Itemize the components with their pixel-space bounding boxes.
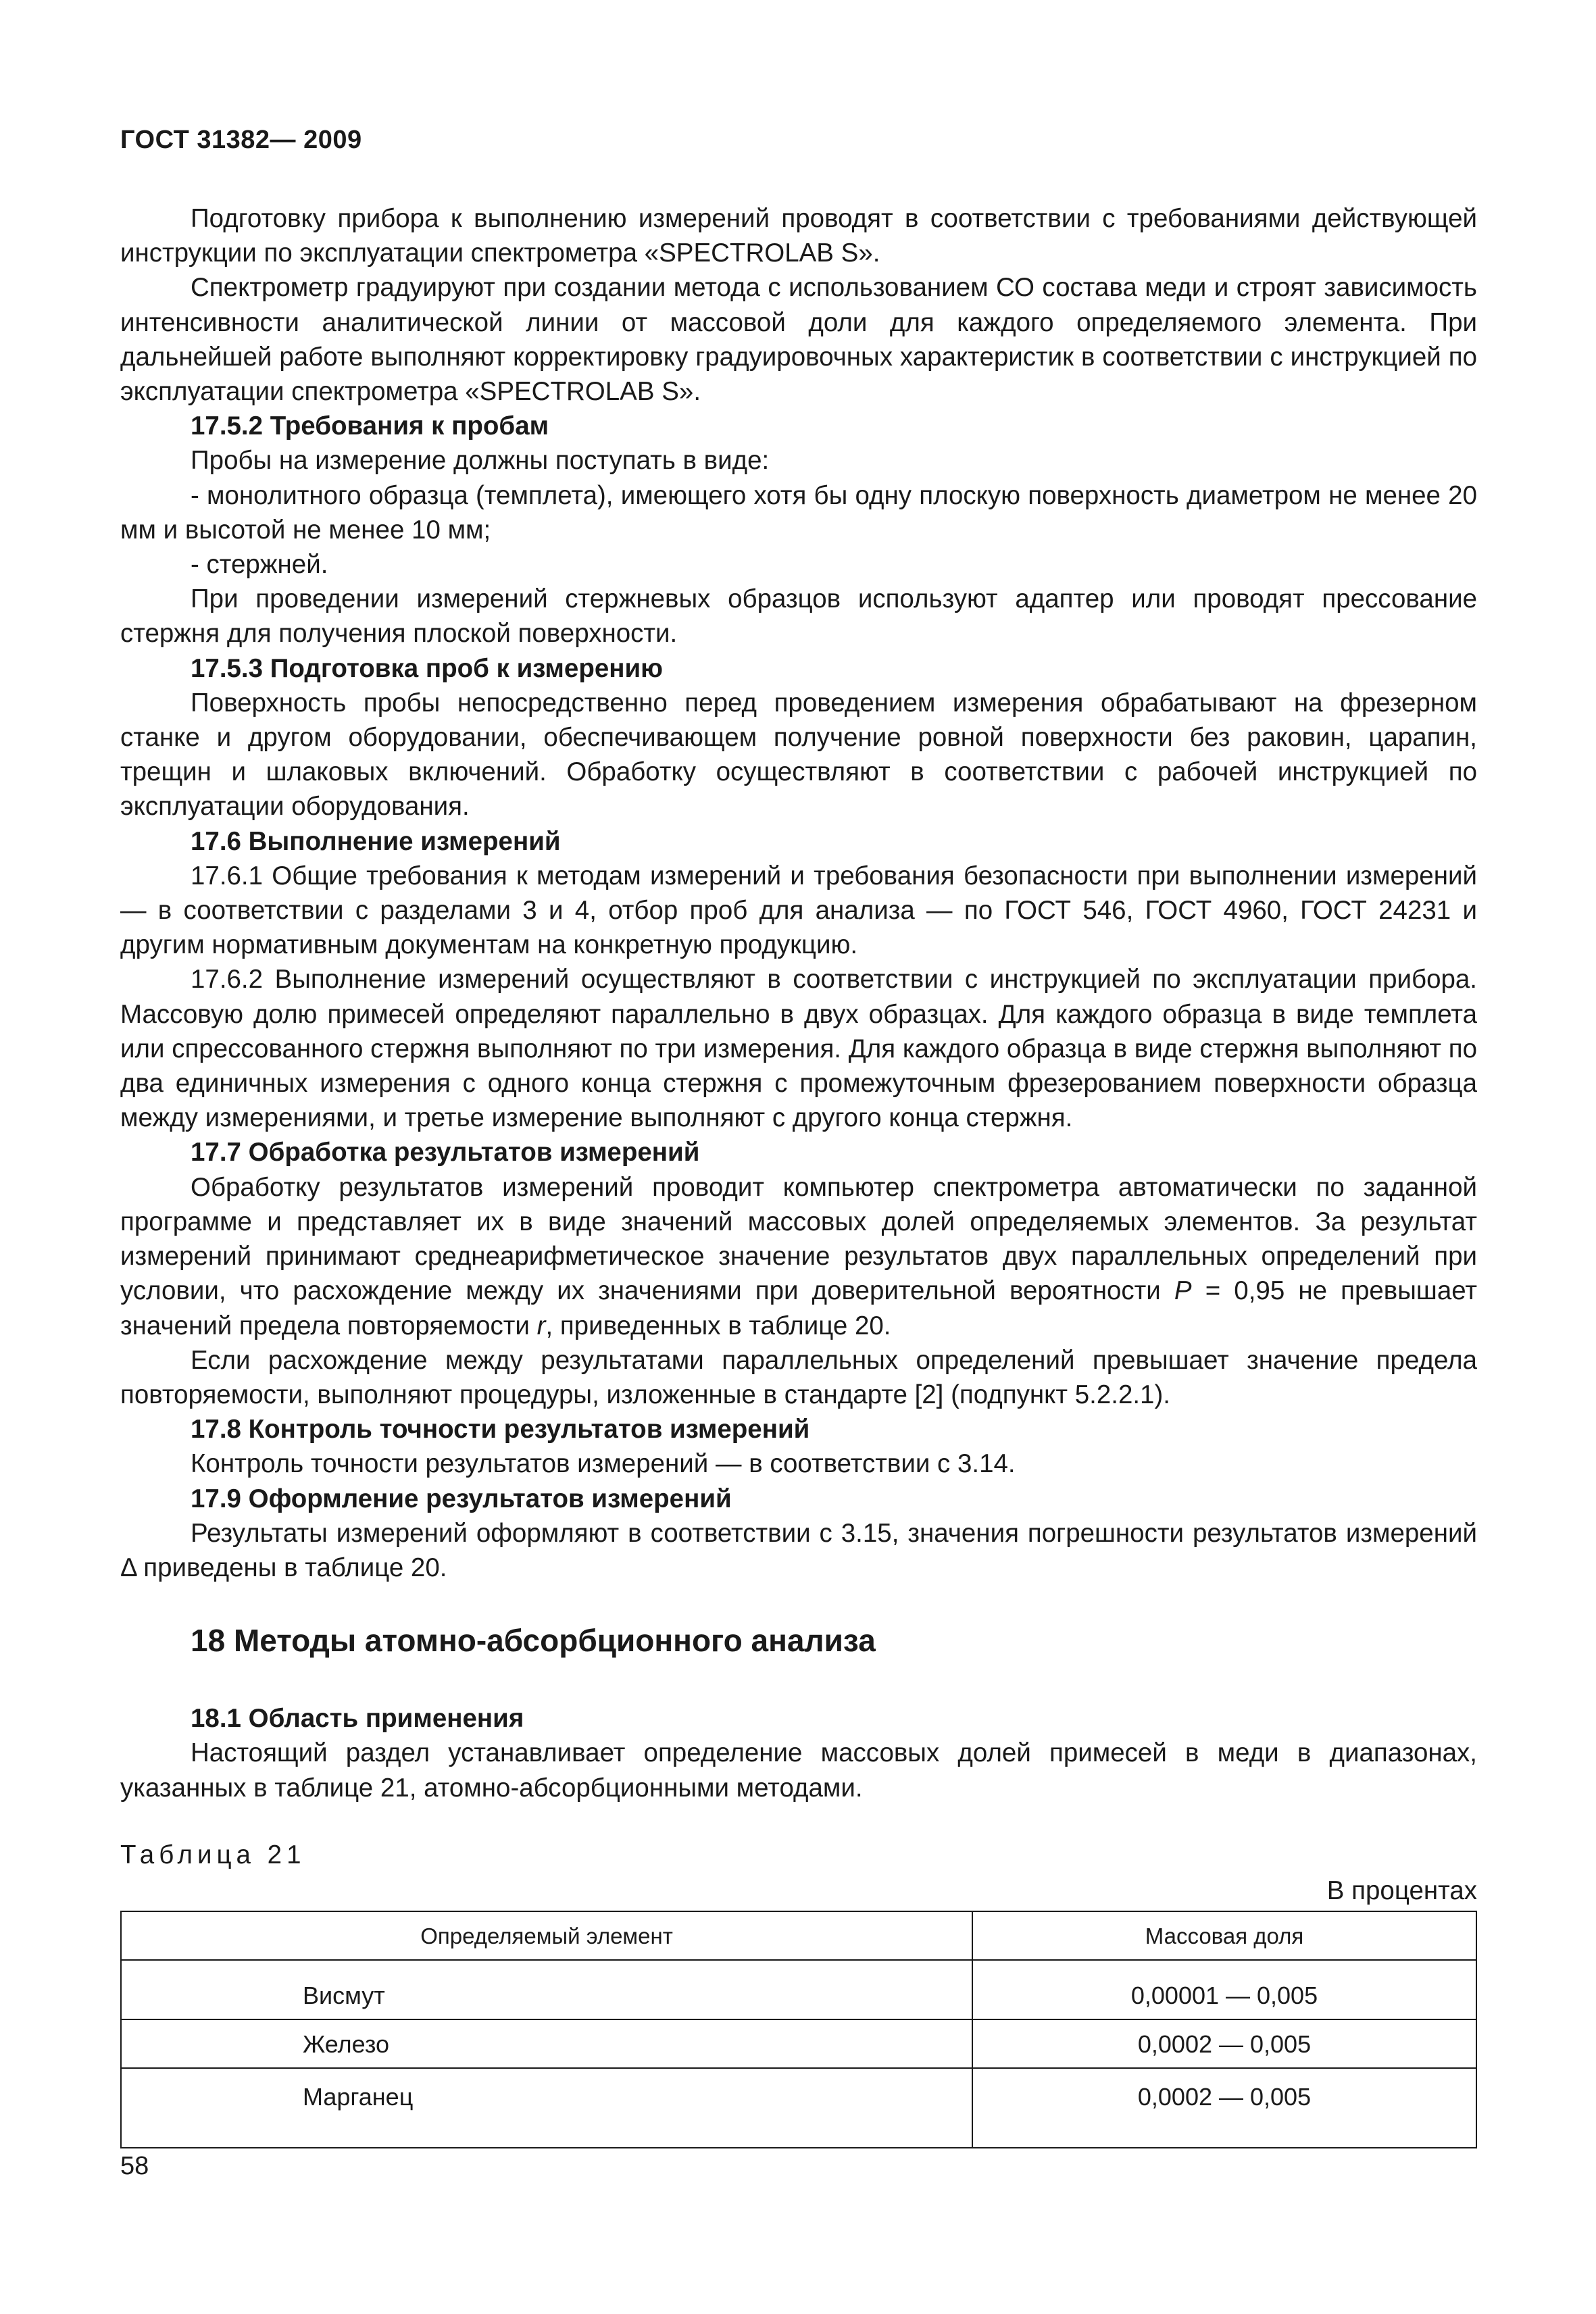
document-body (120, 201, 1477, 2148)
paragraph-text: = 0,95 не превышает значений предела повторяемости (120, 1276, 1477, 1340)
paragraph: Результаты измерений оформляют в соответствии с 3.15, значения погрешности результатов измерений Δ приведены в таблице 20. (120, 1518, 1477, 1582)
table-header-row (121, 1911, 1476, 1960)
table-caption: Таблица 21 (120, 1840, 306, 1869)
paragraph: 17.6.1 Общие требования к методам измерений и требования безопасности при выполнении измерений — в соответствии с разделами 3 и 4, отбор проб для анализа — по ГОСТ 546, ГОСТ 4960, ГОСТ 24231 и другим нормативным документам на конкретную продукцию. (120, 861, 1477, 960)
cell-fraction: 0,00001 — 0,005 (972, 1960, 1476, 2019)
cell-element: Марганец (121, 2068, 972, 2148)
column-header-element: Определяемый элемент (121, 1911, 972, 1960)
paragraph: При проведении измерений стержневых образцов используют адаптер или проводят прессование стержня для получения плоской поверхности. (120, 584, 1477, 649)
paragraph: Пробы на измерение должны поступать в виде: (191, 446, 770, 476)
subsection-heading: 17.9 Оформление результатов измерений (191, 1484, 732, 1513)
table-units: В процентах (1326, 1876, 1477, 1905)
subsection-heading: 17.7 Обработка результатов измерений (191, 1138, 700, 1167)
cell-element: Висмут (121, 1960, 972, 2019)
paragraph: Если расхождение между результатами параллельных определений превышает значение предела повторяемости, выполняют процедуры, изложенные в стандарте [2] (подпункт 5.2.2.1). (120, 1345, 1477, 1409)
paragraph: Настоящий раздел устанавливает определение массовых долей примесей в меди в диапазонах, указанных в таблице 21, атомно-абсорбционными методами. (120, 1738, 1477, 1803)
subsection-heading: 17.5.3 Подготовка проб к измерению (191, 653, 664, 683)
subsection-heading: 17.5.2 Требования к пробам (191, 411, 549, 441)
subsection-heading: 17.6 Выполнение измерений (191, 826, 561, 856)
paragraph-text: , приведенных в таблице 20. (545, 1311, 891, 1340)
table-row (121, 2068, 1476, 2148)
paragraph: Спектрометр градуируют при создании метода с использованием СО состава меди и строят зависимость интенсивности аналитической линии от массовой доли для каждого определяемого элемента. При дальнейшей работе выполняют корректировку градуировочных характеристик в соответствии с инструкцией по эксплуатации спектрометра «SPECTROLAB S». (120, 273, 1477, 407)
subsection-heading: 17.8 Контроль точности результатов измерений (191, 1415, 810, 1444)
cell-element: Железо (121, 2019, 972, 2068)
subsection-heading: 18.1 Область применения (191, 1704, 524, 1734)
cell-fraction: 0,0002 — 0,005 (972, 2068, 1476, 2148)
cell-fraction: 0,0002 — 0,005 (972, 2019, 1476, 2068)
paragraph: Контроль точности результатов измерений — в соответствии с 3.14. (191, 1449, 1016, 1479)
section-heading: 18 Методы атомно-абсорбционного анализа (191, 1623, 876, 1659)
list-item: - стержней. (191, 550, 328, 580)
data-table (120, 1911, 1477, 2148)
paragraph (120, 1170, 1477, 1343)
paragraph: Поверхность пробы непосредственно перед проведением измерения обрабатывают на фрезерном станке и другом оборудовании, обеспечивающем получение ровной поверхности без раковин, царапин, трещин и шлаковых включений. Обработку осуществляют в соответствии с рабочей инструкцией по эксплуатации оборудования. (120, 688, 1477, 822)
page-number: 58 (120, 2152, 149, 2180)
symbol-r: r (537, 1311, 546, 1340)
paragraph-text: Обработку результатов измерений проводит компьютер спектрометра автоматически по заданной программе и представляет их в виде значений массовых долей определяемых элементов. За результат измерений принимают среднеарифметическое значение результатов двух параллельных определений при условии, что расхождение между их значениями при доверительной вероятности (120, 1172, 1477, 1306)
column-header-fraction: Массовая доля (972, 1911, 1476, 1960)
table-row (121, 1960, 1476, 2019)
symbol-p: P (1174, 1276, 1192, 1306)
paragraph: Подготовку прибора к выполнению измерений проводят в соответствии с требованиями действующей инструкции по эксплуатации спектрометра «SPECTROLAB S». (120, 204, 1477, 268)
paragraph: 17.6.2 Выполнение измерений осуществляют в соответствии с инструкцией по эксплуатации прибора. Массовую долю примесей определяют параллельно в двух образцах. Для каждого образца в виде темплета или спрессованного стержня выполняют по три измерения. Для каждого образца в виде стержня выполняют по два единичных измерения с одного конца стержня с промежуточным фрезерованием поверхности образца между измерениями, и третье измерение выполняют с другого конца стержня. (120, 965, 1477, 1133)
list-item: - монолитного образца (темплета), имеющего хотя бы одну плоскую поверхность диаметром не менее 20 мм и высотой не менее 10 мм; (120, 480, 1477, 545)
table-row (121, 2019, 1476, 2068)
document-header: ГОСТ 31382— 2009 (120, 126, 362, 154)
